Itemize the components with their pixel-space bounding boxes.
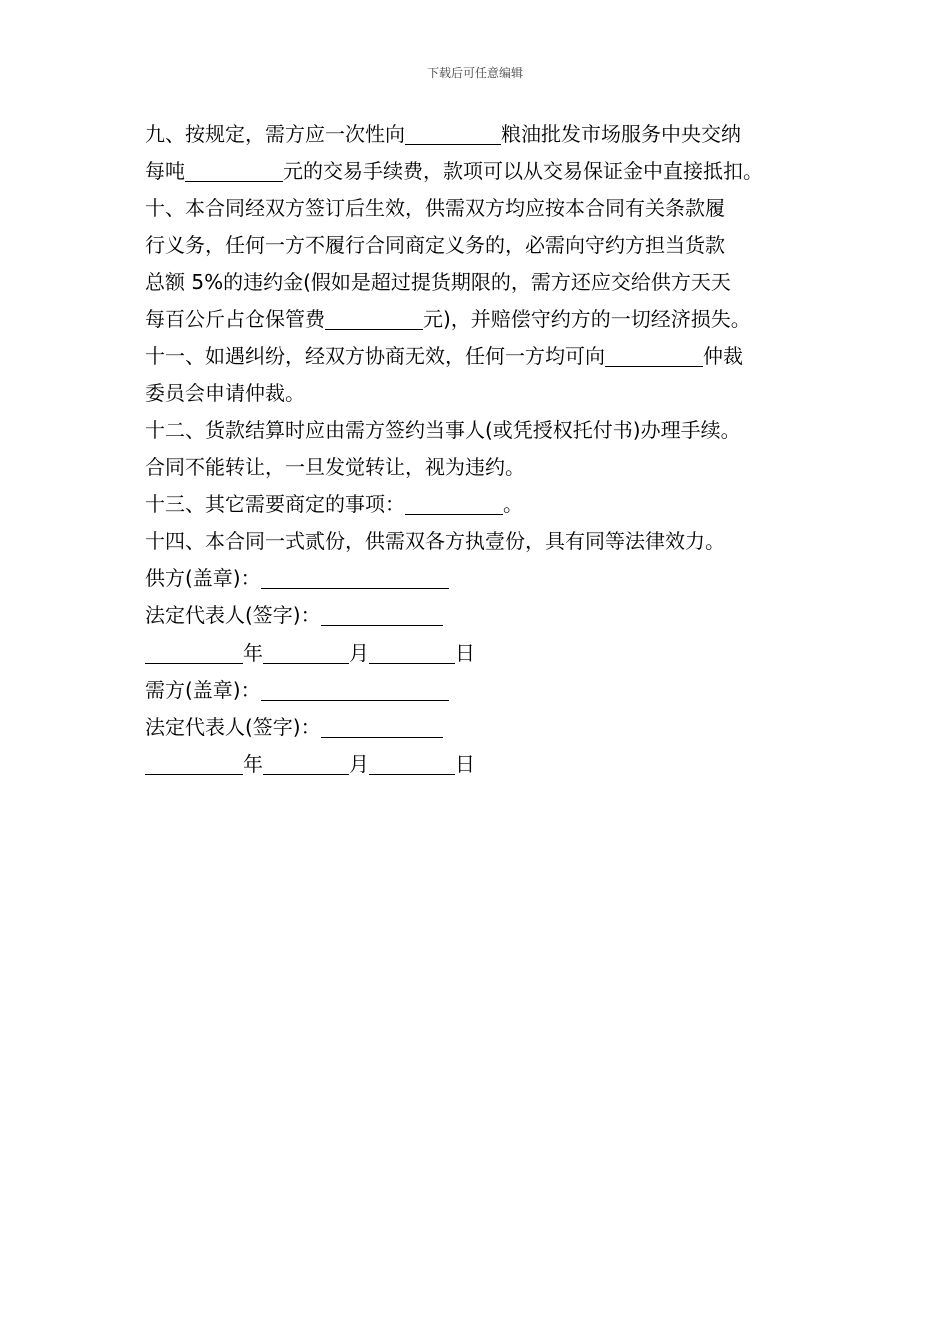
supplier-rep-field[interactable] [321,603,443,626]
clause-text: 合同不能转让，一旦发觉转让，视为违约。 [145,455,525,479]
buyer-seal-field[interactable] [261,678,449,701]
supplier-seal-line [145,560,825,597]
clause-text: 行义务，任何一方不履行合同商定义务的，必需向守约方担当货款 [145,233,725,257]
day-field[interactable] [369,641,455,664]
clause-fourteen-line-1 [145,523,825,560]
supplier-rep-line [145,597,825,634]
clause-eleven-line-2 [145,375,825,412]
buyer-date-line [145,746,825,783]
clause-text: 仲裁 [703,344,743,368]
supplier-rep-label: 法定代表人(签字)： [145,603,321,628]
year-label: 年 [243,752,263,777]
buyer-rep-line [145,709,825,746]
month-field[interactable] [263,752,349,775]
clause-ten-line-4 [145,301,825,338]
page-header: 下载后可任意编辑 [426,66,523,80]
clause-text: 十、本合同经双方签订后生效，供需双方均应按本合同有关条款履 [145,196,725,220]
clause-text: 十一、如遇纠纷，经双方协商无效，任何一方均可向 [145,344,605,368]
buyer-seal-label: 需方(盖章)： [145,677,261,702]
clause-text: 十四、本合同一式贰份，供需双各方执壹份，具有同等法律效力。 [145,529,725,553]
clause-text: 每吨 [145,159,185,183]
clause-ten-line-1 [145,190,825,227]
contract-body [145,116,825,784]
month-label: 月 [349,640,369,665]
clause-twelve-line-1 [145,412,825,449]
day-label: 日 [455,752,475,777]
clause-ten-line-3 [145,264,825,301]
buyer-rep-label: 法定代表人(签字)： [145,715,321,740]
clause-text: 元)，并赔偿守约方的一切经济损失。 [423,307,751,331]
month-field[interactable] [263,641,349,664]
clause-twelve-line-2 [145,449,825,486]
month-label: 月 [349,752,369,777]
blank-field[interactable] [325,307,423,330]
clause-ten-line-2 [145,227,825,264]
clause-text: 每百公斤占仓保管费 [145,307,325,331]
clause-text: 元的交易手续费，款项可以从交易保证金中直接抵扣。 [283,159,763,183]
clause-text: 委员会申请仲裁。 [145,381,305,405]
buyer-rep-field[interactable] [321,715,443,738]
blank-field[interactable] [405,492,503,515]
clause-text: 十二、货款结算时应由需方签约当事人(或凭授权托付书)办理手续。 [145,418,741,442]
clause-text: 总额 5%的违约金(假如是超过提货期限的，需方还应交给供方天天 [145,270,731,294]
blank-field[interactable] [605,344,703,367]
day-field[interactable] [369,752,455,775]
clause-text: 粮油批发市场服务中央交纳 [501,122,741,146]
year-field[interactable] [145,641,243,664]
blank-field[interactable] [185,159,283,182]
supplier-seal-field[interactable] [261,566,449,589]
clause-text: 十三、其它需要商定的事项： [145,492,405,516]
signature-block [145,560,825,784]
clause-nine-line-2 [145,153,825,190]
clause-text: 。 [503,492,523,516]
year-field[interactable] [145,752,243,775]
clause-nine-line-1 [145,116,825,153]
clause-thirteen-line-1 [145,486,825,523]
clause-eleven-line-1 [145,338,825,375]
supplier-seal-label: 供方(盖章)： [145,566,261,590]
buyer-seal-line [145,672,825,709]
supplier-date-line [145,635,825,672]
blank-field[interactable] [405,122,501,145]
year-label: 年 [243,640,263,665]
clause-text: 九、按规定，需方应一次性向 [145,122,405,146]
day-label: 日 [455,640,475,665]
